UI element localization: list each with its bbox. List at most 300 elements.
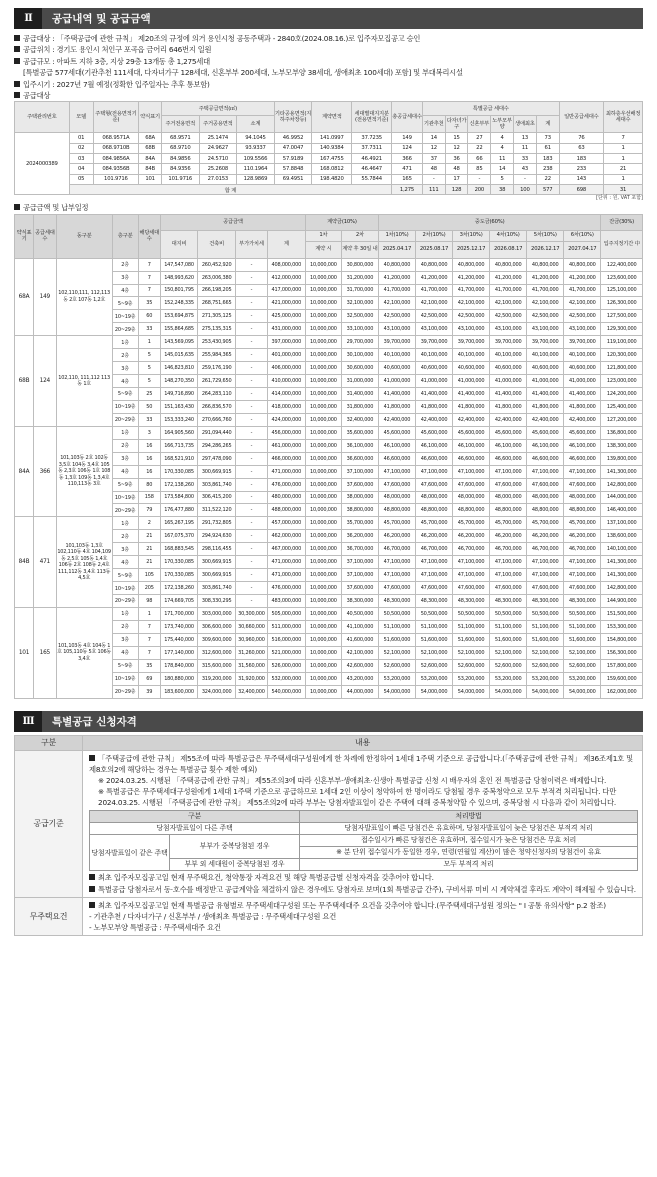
table-cell: 51,100,000 — [378, 620, 415, 633]
table-cell: 45,600,000 — [453, 426, 490, 439]
th2-price: 공급금액 — [160, 214, 305, 230]
table-cell: 43,100,000 — [527, 323, 564, 336]
total-cell: 577 — [536, 184, 559, 194]
bullet-text: 입주시기 : 2027년 7월 예정(정확한 입주일자는 추후 통보함) — [23, 79, 210, 89]
table-cell: 45,600,000 — [564, 426, 601, 439]
table-cell: 45,700,000 — [564, 517, 601, 530]
table-cell: 167.4755 — [312, 154, 352, 164]
table-cell: 2층 — [112, 620, 138, 633]
table-cell: 39,700,000 — [378, 336, 415, 349]
table-cell: 61 — [536, 143, 559, 153]
table-cell: 48,300,000 — [378, 595, 415, 608]
table-cell: 124 — [392, 143, 423, 153]
th2-mid-2: 2차(10%) — [415, 230, 452, 241]
table-cell: 156,300,000 — [601, 646, 643, 659]
table-cell: 153,300,000 — [601, 620, 643, 633]
table-cell: 27 — [468, 133, 491, 143]
table-cell: 136,800,000 — [601, 426, 643, 439]
table-cell: 319,200,000 — [198, 672, 236, 685]
table-cell: 10,000,000 — [305, 517, 341, 530]
table-cell: 10,000,000 — [305, 284, 341, 297]
table-cell: 54,000,000 — [490, 685, 527, 698]
table-cell: 53,200,000 — [453, 672, 490, 685]
table-cell: 52,600,000 — [415, 659, 452, 672]
table-cell: 47,100,000 — [527, 556, 564, 569]
table-cell: 165 — [392, 174, 423, 184]
table-cell: 10,000,000 — [305, 375, 341, 388]
table-cell: 45,700,000 — [415, 517, 452, 530]
table-cell: - — [468, 174, 491, 184]
table-cell: 50,500,000 — [490, 607, 527, 620]
table-cell: 69.4951 — [274, 174, 312, 184]
table-cell: 30,600,000 — [341, 362, 378, 375]
table-cell: 21 — [138, 530, 160, 543]
table-cell: 4층 — [112, 556, 138, 569]
table-cell: 315,600,000 — [198, 659, 236, 672]
table-cell: 42,100,000 — [527, 297, 564, 310]
table-cell: 47,100,000 — [453, 569, 490, 582]
table-cell: 138,600,000 — [601, 530, 643, 543]
table-cell: 270,666,760 — [198, 413, 236, 426]
table-cell: 303,861,740 — [198, 478, 236, 491]
table-cell: 10~19층 — [112, 310, 138, 323]
table-cell: 48,000,000 — [415, 491, 452, 504]
table-cell: 142,800,000 — [601, 478, 643, 491]
table-cell: 306,415,200 — [198, 491, 236, 504]
table-cell: 10,000,000 — [305, 633, 341, 646]
table-cell: 46,100,000 — [453, 439, 490, 452]
table-cell: 32,100,000 — [341, 297, 378, 310]
table-cell: 50,500,000 — [564, 607, 601, 620]
th2-short: 약식표기 — [15, 214, 34, 258]
it-r3b: 부부 외 세대원이 중복당첨된 경우 — [170, 859, 300, 871]
table-cell: 421,000,000 — [267, 297, 305, 310]
supply-target-table — [14, 101, 643, 195]
table-cell: 144,000,000 — [601, 491, 643, 504]
table-cell: 20~29층 — [112, 413, 138, 426]
table-cell: 66 — [468, 154, 491, 164]
table-cell: 40,100,000 — [453, 349, 490, 362]
table-cell: 109.5566 — [237, 154, 275, 164]
table-cell: 39,700,000 — [527, 336, 564, 349]
table-cell: 03 — [69, 154, 93, 164]
table-cell: 3 — [138, 426, 160, 439]
table-cell: 40,100,000 — [415, 349, 452, 362]
table-cell: 43,100,000 — [453, 323, 490, 336]
table-cell: 155,864,685 — [160, 323, 197, 336]
bullet-line — [14, 67, 643, 78]
paragraph: 특별공급 당첨자로서 동·호수를 배정받고 공급계약을 체결하지 않은 경우에도 당첨자로 보며(1회 특별공급 간주), 구비서류 미비 시 계약체결 후라도 계약이 해제될 수 있습니다. — [89, 884, 638, 895]
table-cell: 41,800,000 — [378, 400, 415, 413]
table-cell: 51,100,000 — [490, 620, 527, 633]
table-cell: 1 — [138, 336, 160, 349]
table-cell: 47,600,000 — [490, 478, 527, 491]
bullet-square-icon — [14, 92, 20, 98]
th2-c2s: 계약 후 30일 내 — [341, 241, 378, 258]
table-cell: 12 — [445, 143, 468, 153]
th2-dong: 동구분 — [56, 214, 112, 258]
table-cell: 300,669,915 — [198, 569, 236, 582]
table-cell: 121,800,000 — [601, 362, 643, 375]
table-cell: 50 — [138, 400, 160, 413]
table-cell: - — [236, 388, 267, 401]
table-cell: 41,700,000 — [378, 284, 415, 297]
bullet-square-icon — [14, 46, 20, 52]
table-cell: 31,800,000 — [341, 400, 378, 413]
table-cell: 42,100,000 — [564, 297, 601, 310]
table-cell: 1 — [604, 154, 643, 164]
table-cell: 48,800,000 — [527, 504, 564, 517]
table-cell: 51,600,000 — [378, 633, 415, 646]
units-cell: 165 — [34, 607, 56, 698]
table-cell: 50,500,000 — [453, 607, 490, 620]
table-cell: - — [236, 465, 267, 478]
table-cell: 51,100,000 — [564, 620, 601, 633]
table-cell: 471,000,000 — [267, 465, 305, 478]
table-cell: 46,700,000 — [378, 543, 415, 556]
table-cell: 57.8848 — [274, 164, 312, 174]
table-cell: - — [236, 556, 267, 569]
table-cell: 172,138,260 — [160, 582, 197, 595]
table-cell: 35 — [138, 659, 160, 672]
table-cell: 41,800,000 — [564, 400, 601, 413]
table-cell: 461,000,000 — [267, 439, 305, 452]
table-cell: 53,200,000 — [490, 672, 527, 685]
table-cell: 10,000,000 — [305, 646, 341, 659]
table-cell: 5~9층 — [112, 297, 138, 310]
table-cell: 01 — [69, 133, 93, 143]
table-cell: 164,905,560 — [160, 426, 197, 439]
table-cell: 51,600,000 — [415, 633, 452, 646]
table-cell: 37,600,000 — [341, 478, 378, 491]
bullet-square-icon — [89, 886, 95, 892]
th2-mid-4: 4차(10%) — [490, 230, 527, 241]
table-cell: 471 — [392, 164, 423, 174]
table-cell: 31,000,000 — [341, 375, 378, 388]
table-cell: 60 — [138, 310, 160, 323]
table-row — [15, 164, 643, 174]
table-cell: 84A — [139, 154, 162, 164]
table-cell: 1 — [138, 607, 160, 620]
type-cell: 84B — [15, 517, 34, 608]
table-cell: 41,400,000 — [564, 388, 601, 401]
table-cell: 55.7844 — [352, 174, 392, 184]
table-cell: 127,200,000 — [601, 413, 643, 426]
th-total: 총공급세대수 — [392, 102, 423, 133]
th2-mid: 중도금(60%) — [378, 214, 600, 230]
table-cell: 141.0997 — [312, 133, 352, 143]
table-cell: - — [236, 569, 267, 582]
units-cell: 366 — [34, 426, 56, 517]
th2-balance: 잔금(30%) — [601, 214, 643, 230]
table-cell: - — [236, 310, 267, 323]
table-cell: 53,200,000 — [564, 672, 601, 685]
table-cell: 105 — [138, 569, 160, 582]
table-cell: 42,100,000 — [378, 297, 415, 310]
table-cell: 47,100,000 — [378, 465, 415, 478]
table-cell: 294,924,630 — [198, 530, 236, 543]
table-cell: 31,700,000 — [341, 284, 378, 297]
table-cell: 488,000,000 — [267, 504, 305, 517]
table-cell: 41,400,000 — [490, 388, 527, 401]
it-r3c: 모두 부적격 처리 — [300, 859, 638, 871]
table-cell: 7 — [138, 633, 160, 646]
table-cell: 36,600,000 — [341, 452, 378, 465]
table-cell: 7 — [138, 620, 160, 633]
table-cell: - — [236, 582, 267, 595]
table-cell: 41,400,000 — [527, 388, 564, 401]
th2-bldg: 건축비 — [198, 230, 236, 258]
table-cell: 471,000,000 — [267, 556, 305, 569]
table-cell: 46,700,000 — [453, 543, 490, 556]
table-cell: 50,500,000 — [378, 607, 415, 620]
table-cell: 85 — [468, 164, 491, 174]
table-cell: 476,000,000 — [267, 582, 305, 595]
table-cell: 53,200,000 — [527, 672, 564, 685]
table-cell: 10,000,000 — [305, 439, 341, 452]
dong-cell: 102,110,111, 112,113동 2호 107동 1,2호 — [56, 258, 112, 336]
table-cell: 42,400,000 — [490, 413, 527, 426]
table-cell: 151,500,000 — [601, 607, 643, 620]
table-cell: 27.0153 — [199, 174, 237, 184]
table-cell: 41,800,000 — [415, 400, 452, 413]
table-cell: 110.1964 — [237, 164, 275, 174]
table-cell: 29,700,000 — [341, 336, 378, 349]
table-cell: 53,200,000 — [378, 672, 415, 685]
table-cell: 42,100,000 — [490, 297, 527, 310]
table-cell: 10,000,000 — [305, 530, 341, 543]
th-first: 생애최초 — [514, 116, 537, 133]
table-cell: 177,140,000 — [160, 646, 197, 659]
table-cell: 41,100,000 — [341, 620, 378, 633]
table-cell: 48,800,000 — [415, 504, 452, 517]
th-sub: 소계 — [237, 116, 275, 133]
table-cell: 123,000,000 — [601, 375, 643, 388]
table-cell: 36,100,000 — [341, 439, 378, 452]
table-cell: 47,100,000 — [490, 465, 527, 478]
units-cell: 124 — [34, 336, 56, 427]
table-cell: 32,400,000 — [341, 413, 378, 426]
table-cell: 46,200,000 — [490, 530, 527, 543]
table-cell: 1 — [604, 174, 643, 184]
table-cell: 40,800,000 — [564, 258, 601, 271]
table-cell: 35 — [138, 297, 160, 310]
table-cell: 168,521,910 — [160, 452, 197, 465]
table-cell: 166,713,735 — [160, 439, 197, 452]
th-area: 주택공급면적(㎡) — [161, 102, 274, 116]
table-cell: 38,800,000 — [341, 504, 378, 517]
table-cell: 45,700,000 — [453, 517, 490, 530]
table-cell: 141,300,000 — [601, 556, 643, 569]
table-cell: 10,000,000 — [305, 569, 341, 582]
table-cell: 42,500,000 — [564, 310, 601, 323]
bullet-square-icon — [14, 204, 20, 210]
table-cell: 1층 — [112, 426, 138, 439]
table-cell: - — [236, 297, 267, 310]
table-cell: 141,300,000 — [601, 569, 643, 582]
table-cell: 40,800,000 — [378, 258, 415, 271]
table-cell: 48,300,000 — [564, 595, 601, 608]
table-cell: 48,000,000 — [490, 491, 527, 504]
table-cell: 1층 — [112, 607, 138, 620]
table-cell: 40,100,000 — [490, 349, 527, 362]
table-cell: 54,000,000 — [415, 685, 452, 698]
table-cell: 37,100,000 — [341, 569, 378, 582]
table-row — [15, 133, 643, 143]
table-cell: 264,283,110 — [198, 388, 236, 401]
table-cell: 4 — [491, 133, 514, 143]
section-title: 특별공급 신청자격 — [52, 715, 137, 728]
table-cell: 37.7235 — [352, 133, 392, 143]
table-cell: 137,100,000 — [601, 517, 643, 530]
th-model: 모델 — [69, 102, 93, 133]
table-cell: 30,300,000 — [236, 607, 267, 620]
table-cell: 40,600,000 — [527, 362, 564, 375]
total-cell: 111 — [422, 184, 445, 194]
table-cell: - — [236, 504, 267, 517]
table-cell: 084.9356B — [93, 164, 139, 174]
table-cell: 397,000,000 — [267, 336, 305, 349]
table-cell: 57.9189 — [274, 154, 312, 164]
table-cell: 46,200,000 — [564, 530, 601, 543]
table-cell: 308,330,295 — [198, 595, 236, 608]
dong-cell: 101,103동 4호 104동 1호 105,110동 5호 106동 3,4호 — [56, 607, 112, 698]
table-cell: 7 — [138, 646, 160, 659]
table-cell: 129,300,000 — [601, 323, 643, 336]
total-cell: 100 — [514, 184, 537, 194]
table-cell: 306,600,000 — [198, 620, 236, 633]
th2-date-2: 2025.08.17 — [415, 241, 452, 258]
table-cell: 02 — [69, 143, 93, 153]
table-cell: 50,500,000 — [527, 607, 564, 620]
table-cell: 51,600,000 — [453, 633, 490, 646]
table-cell: 51,100,000 — [527, 620, 564, 633]
table-cell: 173,740,000 — [160, 620, 197, 633]
table-cell: 42,500,000 — [527, 310, 564, 323]
table-cell: 158 — [138, 491, 160, 504]
table-cell: 47,600,000 — [415, 478, 452, 491]
table-cell: 32,500,000 — [341, 310, 378, 323]
table-cell: 14 — [422, 133, 445, 143]
table-cell: 20~29층 — [112, 323, 138, 336]
th-general: 일반공급세대수 — [559, 102, 603, 133]
table-cell: 10,000,000 — [305, 349, 341, 362]
table-cell: 46.9952 — [274, 133, 312, 143]
table-cell: 42,400,000 — [378, 413, 415, 426]
th2-mid-3: 3차(10%) — [453, 230, 490, 241]
table-cell: 266,198,205 — [198, 284, 236, 297]
row-label-homeless: 무주택요건 — [15, 897, 83, 936]
table-cell: 40,600,000 — [453, 362, 490, 375]
section-title: 공급내역 및 공급금액 — [52, 13, 151, 25]
table-cell: 41,200,000 — [453, 271, 490, 284]
table-cell: 2층 — [112, 530, 138, 543]
table-cell: 41,800,000 — [490, 400, 527, 413]
table-cell: 43 — [514, 164, 537, 174]
table-cell: 30,800,000 — [341, 258, 378, 271]
table-cell: 2층 — [112, 258, 138, 271]
table-row — [15, 143, 643, 153]
table-cell: 51,600,000 — [564, 633, 601, 646]
table-cell: - — [236, 362, 267, 375]
table-cell: - — [236, 530, 267, 543]
paragraph: - 기관추천 / 다자녀가구 / 신혼부부 / 생애최초 특별공급 : 무주택세대구성원 요건 — [89, 911, 337, 921]
table-cell: 165,267,195 — [160, 517, 197, 530]
table-cell: 10,000,000 — [305, 465, 341, 478]
table-cell: 153,333,240 — [160, 413, 197, 426]
table-cell: 35,700,000 — [341, 517, 378, 530]
row-label-supply-standard: 공급기준 — [15, 750, 83, 897]
table-cell: 123,600,000 — [601, 271, 643, 284]
table-cell: 5~9층 — [112, 569, 138, 582]
table-cell: 46,100,000 — [564, 439, 601, 452]
section-header-supply — [14, 8, 643, 29]
table-cell: 414,000,000 — [267, 388, 305, 401]
table-cell: 54,000,000 — [378, 685, 415, 698]
table-cell: 54,000,000 — [527, 685, 564, 698]
table-cell: 5 — [491, 174, 514, 184]
table-cell: 31,400,000 — [341, 388, 378, 401]
table-cell: 40,600,000 — [564, 362, 601, 375]
table-cell: 303,000,000 — [198, 607, 236, 620]
th-common: 주거공용면적 — [199, 116, 237, 133]
total-cell: 200 — [468, 184, 491, 194]
table-cell: 41,800,000 — [453, 400, 490, 413]
table-cell: 41,700,000 — [415, 284, 452, 297]
th2-date-5: 2026.12.17 — [527, 241, 564, 258]
table-cell: 068.9710B — [93, 143, 139, 153]
table-cell: 52,100,000 — [415, 646, 452, 659]
th2-mid-5: 5차(10%) — [527, 230, 564, 241]
table-cell: 21 — [604, 164, 643, 174]
table-cell: 40,800,000 — [527, 258, 564, 271]
table-cell: 138,300,000 — [601, 439, 643, 452]
paragraph: 최초 입주자모집공고일 현재 특별공급 유형별로 무주택세대구성원 또는 무주택세대주 요건을 갖추어야 합니다.(무주택세대구성원 정의는 " I 공통 유의사항" p.2 참조) — [89, 900, 638, 911]
it-h1: 구분 — [90, 810, 300, 822]
table-cell: 176,477,880 — [160, 504, 197, 517]
table-cell: 38,000,000 — [341, 491, 378, 504]
table-cell: 10,000,000 — [305, 323, 341, 336]
bullet-line — [14, 79, 643, 90]
table-cell: 180,880,000 — [160, 672, 197, 685]
th2-date-6: 2027.04.17 — [564, 241, 601, 258]
paragraph: ※ 특별공급은 무주택세대구성원에게 1세대 1주택 기준으로 공급하므로 1세대 2인 이상이 청약하여 한 명이라도 당첨될 경우 중복청약으로 모두 부적격 처리됩니다. 다만 2024.03.25. 시행된 「주택공급에 관한 규칙」 제55조의2에 따라 부부는 당첨자발표일이 같은 주택에 대해 중복청약할 수 있으며, 중복당첨 시 다음과 같이 처리합니다. — [98, 787, 617, 808]
paragraph: 최초 입주자모집공고일 현재 무주택요건, 청약통장 자격요건 및 해당 특별공급별 신청자격을 갖추어야 합니다. — [89, 872, 638, 883]
table-cell: 16 — [138, 439, 160, 452]
table-cell: 39,700,000 — [564, 336, 601, 349]
table-cell: 48,000,000 — [378, 491, 415, 504]
table-cell: - — [236, 452, 267, 465]
th-inst: 기관추천 — [422, 116, 445, 133]
table-cell: 20~29층 — [112, 685, 138, 698]
th2-mid-6: 6차(10%) — [564, 230, 601, 241]
table-cell: 456,000,000 — [267, 426, 305, 439]
table-cell: 48,800,000 — [453, 504, 490, 517]
table-cell: 47,600,000 — [378, 582, 415, 595]
th2-units: 공급세대수 — [34, 214, 56, 258]
table-cell: 298,116,455 — [198, 543, 236, 556]
total-cell: 698 — [559, 184, 603, 194]
table-cell: - — [236, 349, 267, 362]
table-cell: 480,000,000 — [267, 491, 305, 504]
table-cell: 168,883,545 — [160, 543, 197, 556]
table-cell: 128.9869 — [237, 174, 275, 184]
table-cell: 291,732,805 — [198, 517, 236, 530]
table-cell: 41,200,000 — [527, 271, 564, 284]
table-cell: 47.0047 — [274, 143, 312, 153]
table-cell: 40,600,000 — [490, 362, 527, 375]
table-cell: 47,100,000 — [490, 569, 527, 582]
